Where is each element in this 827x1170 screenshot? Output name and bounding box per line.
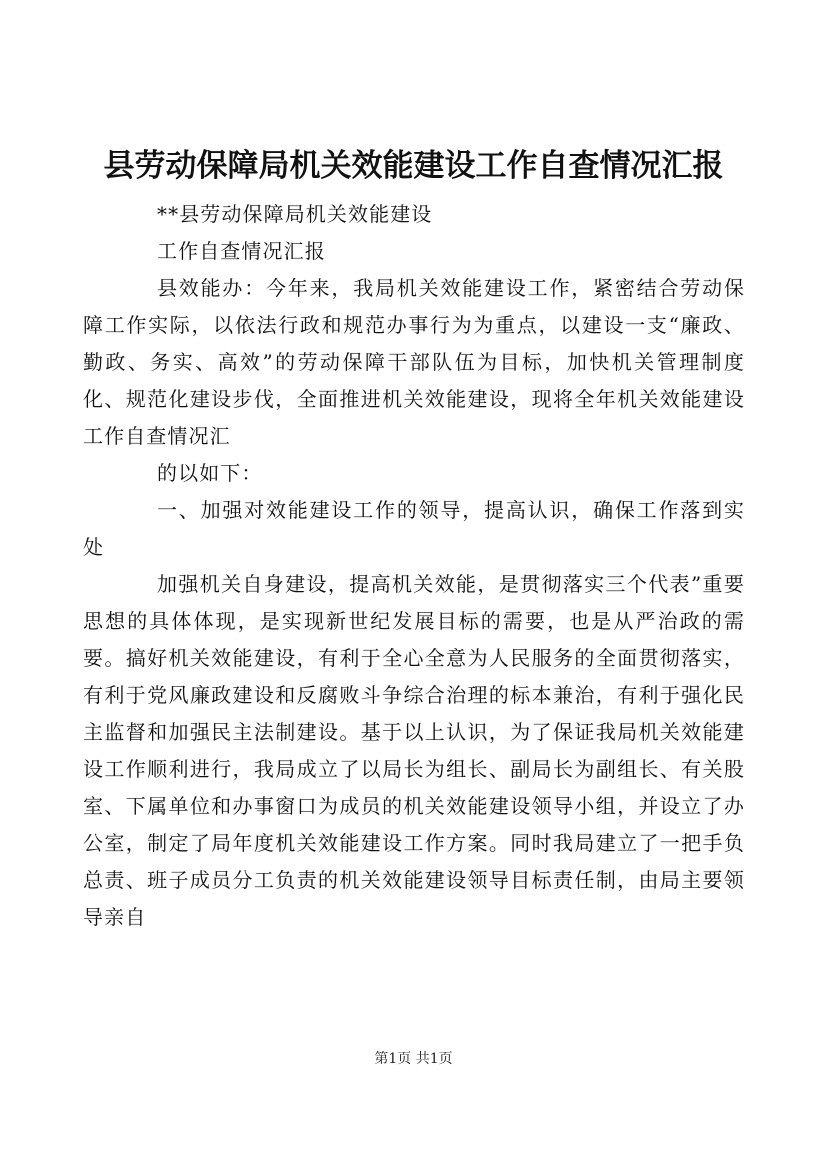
document-body bbox=[83, 196, 745, 936]
paragraph-intro: 县效能办：今年来，我局机关效能建设工作，紧密结合劳动保障工作实际，以依法行政和规范办事行为为重点，以建设一支“廉政、勤政、务实、高效”的劳动保障干部队伍为目标，加快机关管理制度化、规范化建设步伐，全面推进机关效能建设，现将全年机关效能建设工作自查情况汇 bbox=[83, 276, 745, 448]
paragraph-section-1-body: 加强机关自身建设，提高机关效能，是贯彻落实三个代表”重要思想的具体体现，是实现新世纪发展目标的需要，也是从严治政的需要。搞好机关效能建设，有利于全心全意为人民服务的全面贯彻落实，有利于党风廉政建设和反腐败斗争综合治理的标本兼治，有利于强化民主监督和加强民主法制建设。基于以上认识，为了保证我局机关效能建设工作顺利进行，我局成立了以局长为组长、副局长为副组长、有关股室、下属单位和办事窗口为成员的机关效能建设领导小组，并设立了办公室，制定了局年度机关效能建设工作方案。同时我局建立了一把手负总责、班子成员分工负责的机关效能建设领导目标责任制，由局主要领导亲自 bbox=[83, 572, 745, 929]
section-heading-1: 一、加强对效能建设工作的领导，提高认识，确保工作落到实处 bbox=[83, 498, 745, 559]
paragraph-intro-continuation: 的以如下： bbox=[157, 461, 263, 485]
paragraph-heading-line-2: 工作自查情况汇报 bbox=[157, 239, 326, 263]
paragraph-heading-line-1: **县劳动保障局机关效能建设 bbox=[157, 202, 433, 226]
page-number-footer: 第1页 共1页 bbox=[374, 1051, 453, 1067]
document-title: 县劳动保障局机关效能建设工作自查情况汇报 bbox=[103, 148, 724, 184]
